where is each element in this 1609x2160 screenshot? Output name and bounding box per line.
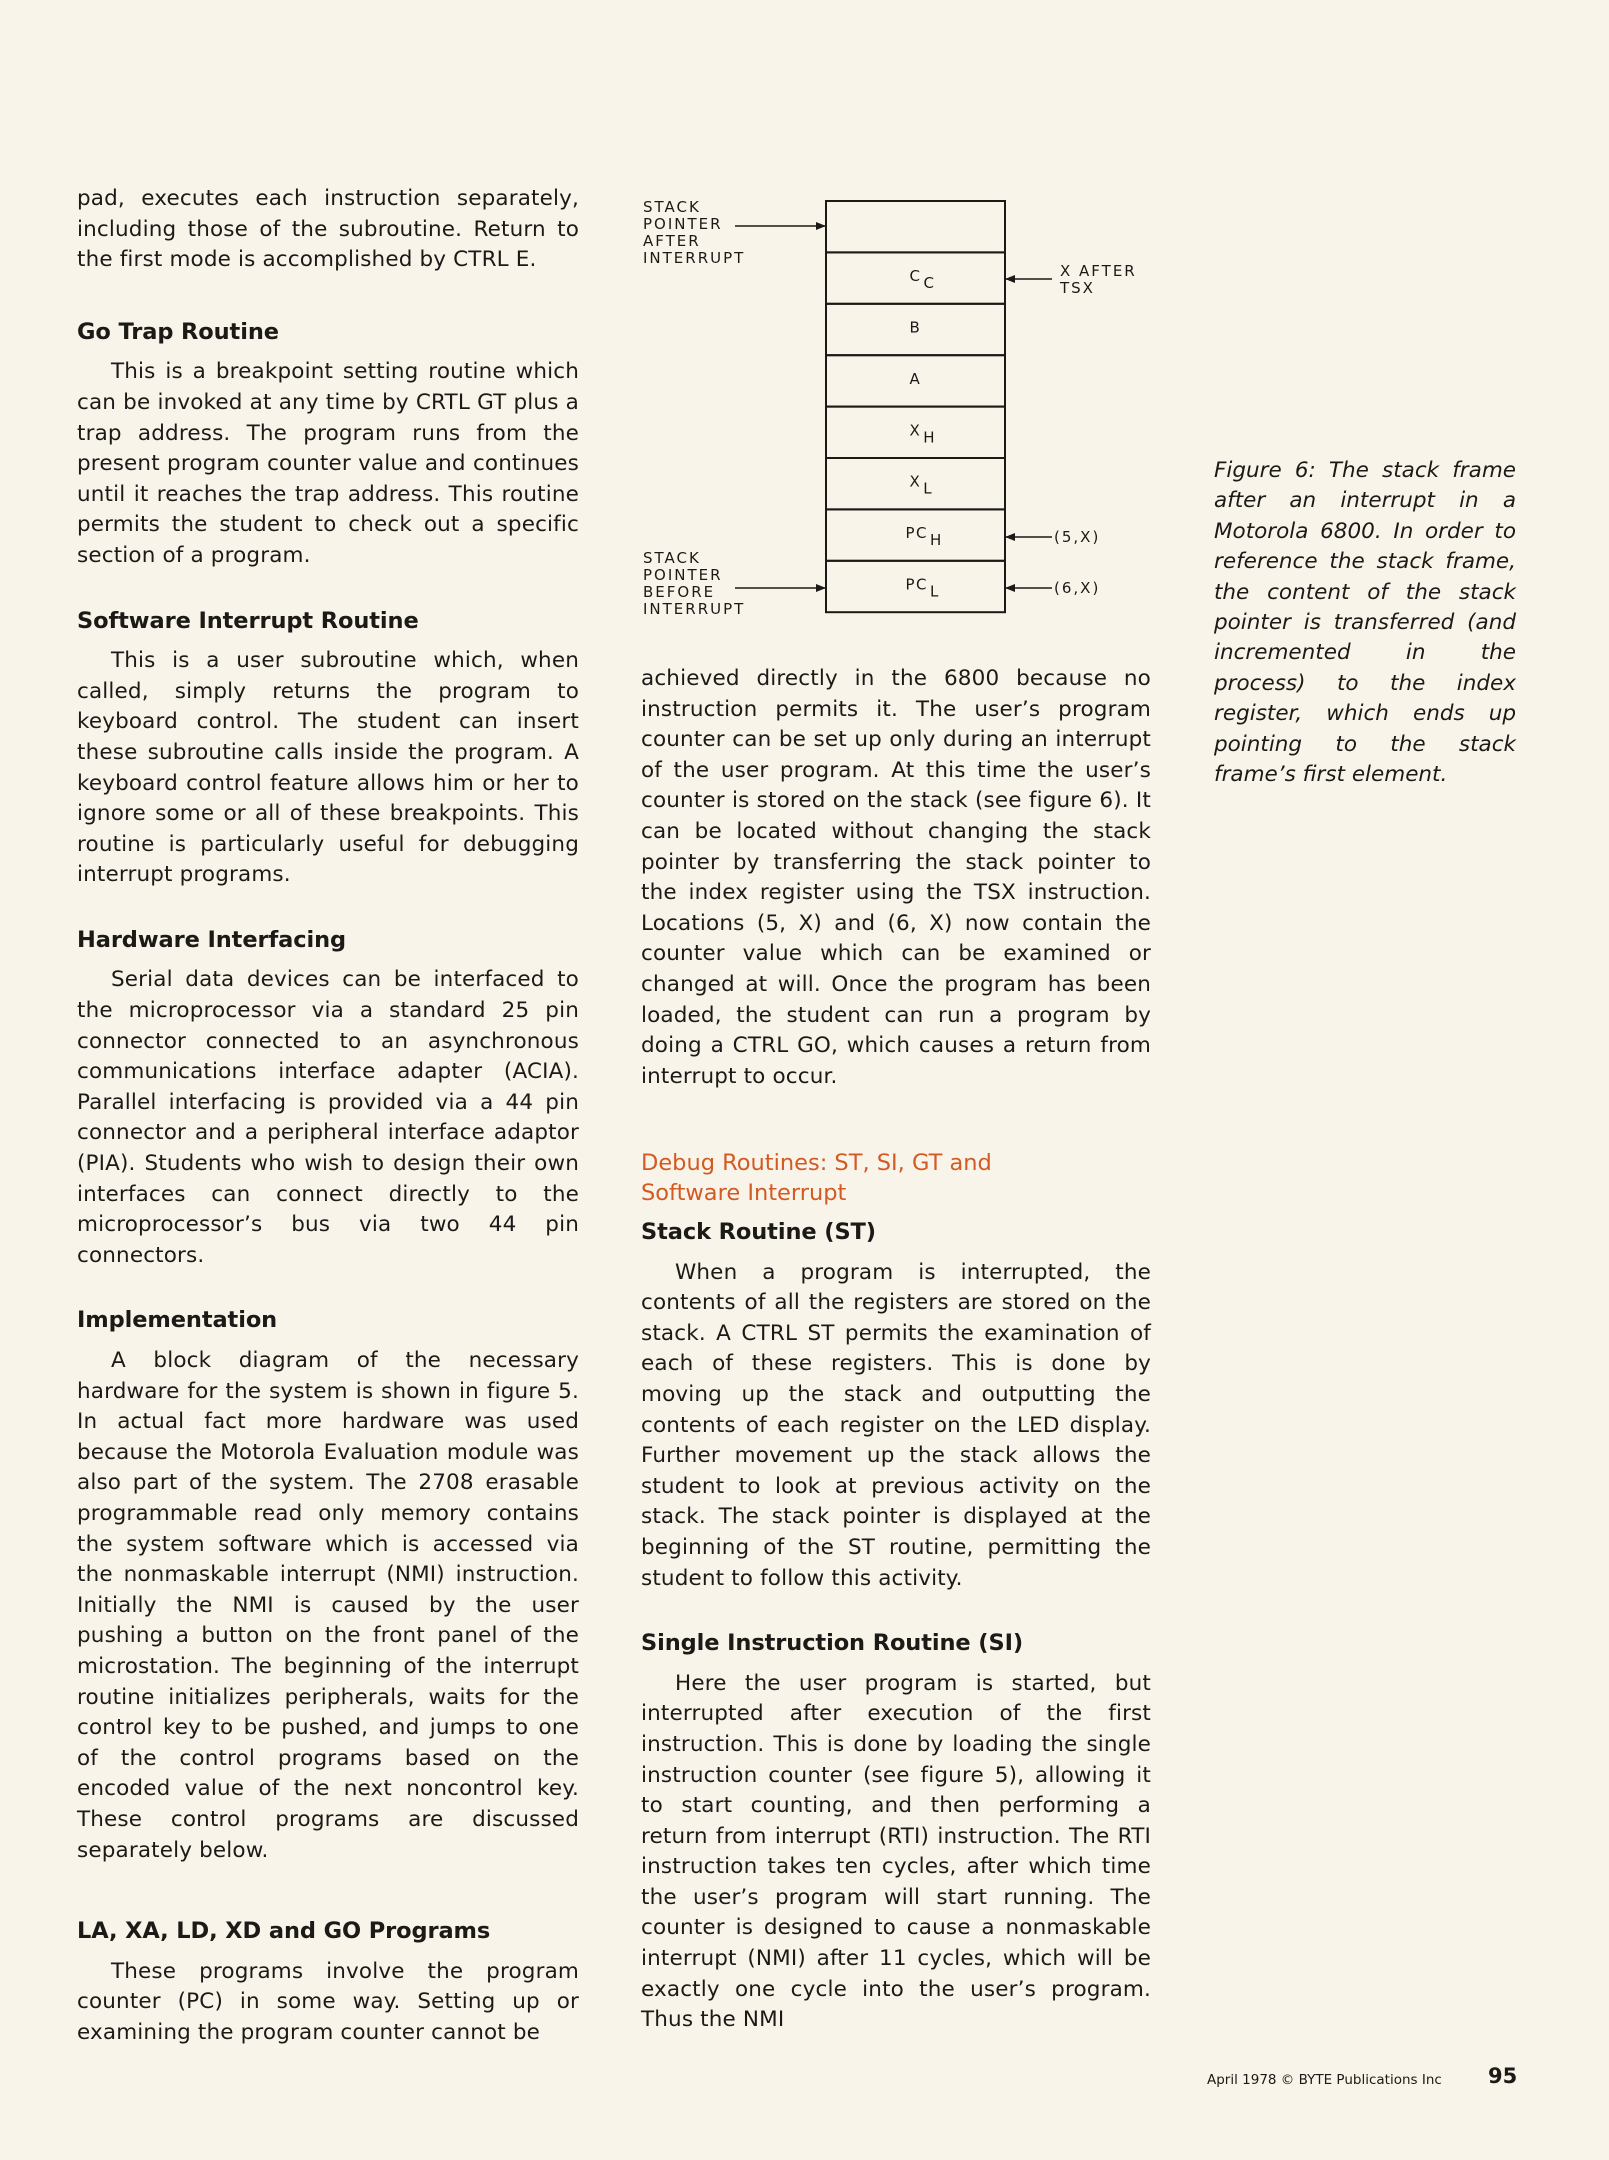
stack-cell-empty <box>826 201 1005 252</box>
paragraph-stack-routine: When a program is interrupted, the contents of all the registers are stored on the stack. A CTRL ST permits the examination of each of these registers. This is done by moving up the stack and outputting the contents of each register on the LED display. Further movement up the stack allows the student to look at previous activity on the stack. The stack pointer is displayed at the beginning of the ST routine, permitting the student to follow this activity. <box>641 1259 1151 1591</box>
stack-cell-cc <box>826 252 1005 303</box>
stack-cell-label: PC L <box>905 575 940 601</box>
stack-cell-subscript: L <box>923 479 934 498</box>
stack-cell-subscript: C <box>923 274 936 293</box>
paragraph-la-xa-ld-xd-go-programs: These programs involve the program counter (PC) in some way. Setting up or examining the program counter cannot be <box>77 1958 579 2045</box>
stack-cell-label: X L <box>909 472 934 498</box>
paragraph-go-trap-routine: This is a breakpoint setting routine which can be invoked at any time by CRTL GT plus a trap address. The program runs from the present program counter value and continues until it reaches the trap address. This routine permits the student to check out a specific section of a program. <box>77 359 579 568</box>
middle-column-debug-section <box>641 1148 1151 2036</box>
paragraph-single-instruction-routine: Here the user program is started, but interrupted after execution of the first instruction. This is done by loading the single instruction counter (see figure 5), allowing it to start counting, and then performing a return from interrupt (RTI) instruction. The RTI instruction takes ten cycles, after which time the user’s program will start running. The counter is designed to cause a nonmaskable interrupt (NMI) after 11 cycles, which will be exactly one cycle into the user’s program. Thus the NMI <box>641 1670 1151 2033</box>
paragraph-hardware-interfacing: Serial data devices can be interfaced to the microprocessor via a standard 25 pin connector connected to an asynchronous communications interface adapter (ACIA). Parallel interfacing is provided via a 44 pin connector and a peripheral interface adaptor (PIA). Students who wish to design their own interfaces can connect directly to the microprocessor’s bus via two 44 pin connectors. <box>77 967 579 1268</box>
stack-cell-label: C C <box>909 267 936 293</box>
figure-caption: Figure 6: The stack frame after an interrupt in a Motorola 6800. In order to reference the stack frame, the content of the stack pointer is transferred (and incremented in the process) to the index register, which ends up pointing to the stack frame’s first element. <box>1214 458 1516 788</box>
stack-cell-xl <box>826 458 1005 509</box>
heading-hardware-interfacing: Hardware Interfacing <box>77 926 347 953</box>
stack-cell-label: B <box>909 318 922 337</box>
paragraph-software-interrupt-routine: This is a user subroutine which, when called, simply returns the program to keyboard control. The student can insert these subroutine calls inside the program. A keyboard control feature allows him or her to ignore some or all of these breakpoints. This routine is particularly useful for debugging interrupt programs. <box>77 648 579 888</box>
label-sp-after-line-2: POINTER <box>643 215 723 233</box>
left-column <box>77 184 579 2048</box>
label-sp-after-line-3: AFTER <box>643 232 701 250</box>
heading-software-interrupt-routine: Software Interrupt Routine <box>77 607 419 634</box>
label-6x: (6,X) <box>1054 579 1101 597</box>
footer-credit: April 1978 © BYTE Publications Inc <box>1207 2072 1442 2088</box>
label-sp-before-line-3: BEFORE <box>643 583 716 601</box>
stack-cell-label: X H <box>909 421 937 447</box>
heading-go-trap-routine: Go Trap Routine <box>77 318 279 345</box>
label-sp-after-line-4: INTERRUPT <box>643 249 746 267</box>
stack-cell-pch <box>826 509 1005 560</box>
label-5x: (5,X) <box>1054 528 1101 546</box>
stack-cell-subscript: L <box>930 582 940 601</box>
section-heading-debug-routines-line-2: Software Interrupt <box>641 1180 847 1206</box>
label-sp-before-line-4: INTERRUPT <box>643 600 746 618</box>
heading-implementation: Implementation <box>77 1307 278 1334</box>
stack-cell-subscript: H <box>923 428 937 447</box>
heading-stack-routine: Stack Routine (ST) <box>641 1219 876 1245</box>
label-x-after-line-2: TSX <box>1060 279 1095 297</box>
stack-cell-label: PC H <box>905 524 943 550</box>
stack-cells <box>826 201 1005 612</box>
label-x-after-line-1: X AFTER <box>1060 262 1137 280</box>
middle-column-top <box>641 664 1151 1092</box>
stack-cell-subscript: H <box>930 531 943 550</box>
stack-cell-label: A <box>909 369 922 388</box>
page-number: 95 <box>1488 2064 1518 2088</box>
continuation-paragraph: achieved directly in the 6800 because no instruction permits it. The user’s program counter can be set up only during an interrupt of the user program. At this time the user’s counter is stored on the stack (see figure 6). It can be located without changing the stack pointer by transferring the stack pointer to the index register using the TSX instruction. Locations (5, X) and (6, X) now contain the counter value which can be examined or changed at will. Once the program has been loaded, the student can run a program by doing a CTRL GO, which causes a return from interrupt to occur. <box>641 666 1151 1089</box>
stack-cell-box <box>826 201 1005 252</box>
heading-la-xa-ld-xd-go-programs: LA, XA, LD, XD and GO Programs <box>77 1918 491 1945</box>
label-sp-before-line-2: POINTER <box>643 566 723 584</box>
intro-paragraph: pad, executes each instruction separately, including those of the subroutine. Return to the first mode is accomplished by CTRL E. <box>77 186 579 273</box>
stack-cell-b <box>826 304 1005 355</box>
paragraph-implementation: A block diagram of the necessary hardware for the system is shown in figure 5. In actual fact more hardware was used because the Motorola Evaluation module was also part of the system. The 2708 erasable programmable read only memory contains the system software which is accessed via the nonmaskable interrupt (NMI) instruction. Initially the NMI is caused by the user pushing a button on the front panel of the microstation. The beginning of the interrupt routine initializes peripherals, waits for the control key to be pushed, and jumps to one of the control programs based on the encoded value of the next noncontrol key. These control programs are discussed separately below. <box>77 1348 579 1863</box>
heading-single-instruction-routine: Single Instruction Routine (SI) <box>641 1630 1024 1657</box>
section-heading-debug-routines-line-1: Debug Routines: ST, SI, GT and <box>641 1150 992 1176</box>
stack-cell-a <box>826 355 1005 406</box>
label-sp-after-line-1: STACK <box>643 198 701 216</box>
stack-cell-xh <box>826 407 1005 458</box>
stack-cell-pcl <box>826 561 1005 612</box>
stack-frame-diagram <box>620 180 1160 630</box>
label-sp-before-line-1: STACK <box>643 549 701 567</box>
